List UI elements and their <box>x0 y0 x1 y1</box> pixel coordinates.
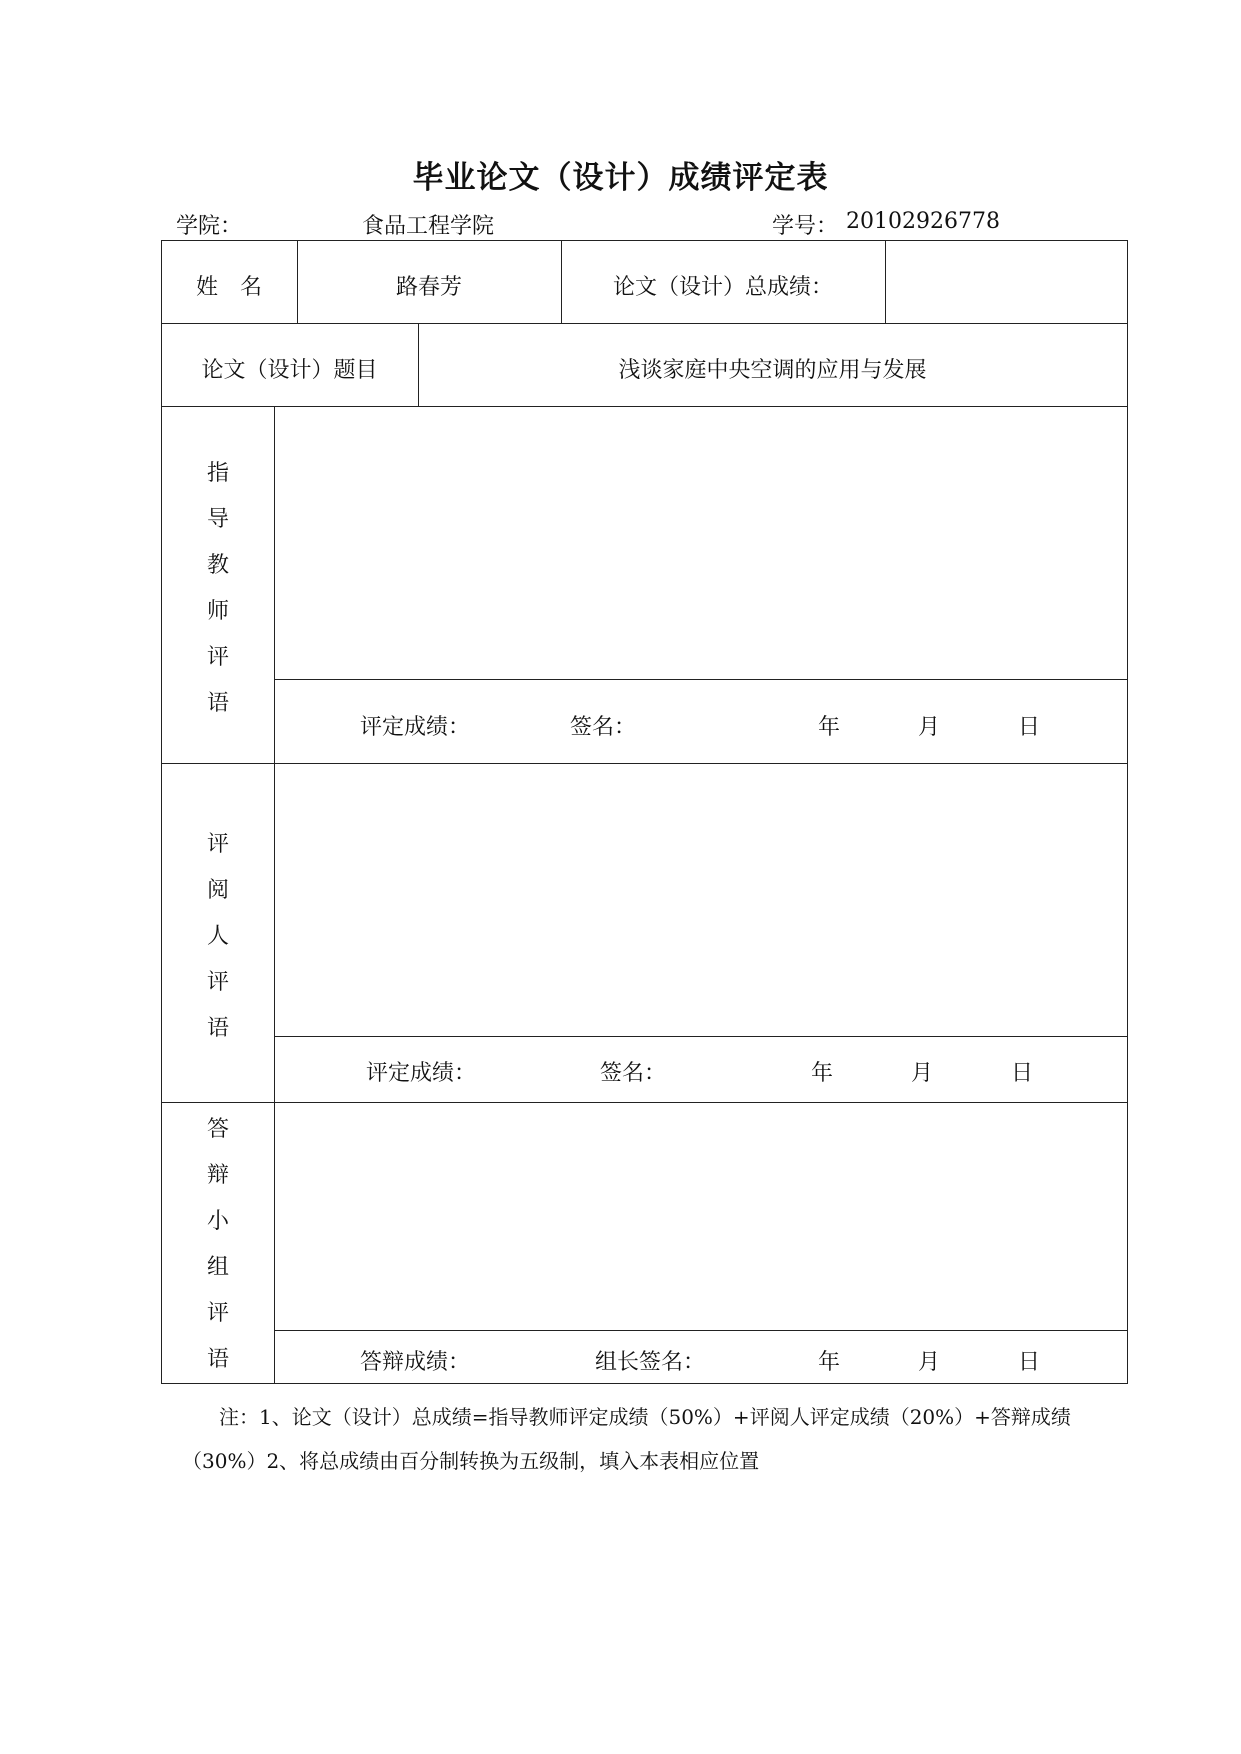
advisor-comment-area[interactable] <box>275 407 1127 679</box>
name-label: 姓 名 <box>195 275 262 300</box>
advisor-year: 年 <box>818 715 841 740</box>
advisor-sign-label: 签名： <box>570 715 637 740</box>
total-score-label: 论文（设计）总成绩： <box>612 275 833 300</box>
reviewer-sign-label: 签名： <box>600 1061 667 1086</box>
advisor-score-label: 评定成绩： <box>360 715 471 740</box>
reviewer-month: 月 <box>911 1061 934 1086</box>
college-value: 食品工程学院 <box>362 214 495 239</box>
name-value: 路春芳 <box>395 275 462 300</box>
topic-label: 论文（设计）题目 <box>201 358 378 383</box>
defense-score-label: 答辩成绩： <box>360 1350 471 1375</box>
advisor-day: 日 <box>1018 715 1041 740</box>
defense-section-label: 答 辩 小 组 评 语 <box>206 1117 229 1372</box>
defense-month: 月 <box>918 1350 941 1375</box>
college-label: 学院： <box>176 214 243 239</box>
footnote-line-1: 注：1、论文（设计）总成绩=指导教师评定成绩（50%）+评阅人评定成绩（20%）+答辩成绩 <box>219 1405 1071 1429</box>
advisor-section-label: 指 导 教 师 评 语 <box>206 461 229 716</box>
defense-day: 日 <box>1018 1350 1041 1375</box>
reviewer-section-label: 评 阅 人 评 语 <box>206 832 229 1041</box>
defense-sign-label: 组长签名： <box>595 1350 706 1375</box>
defense-year: 年 <box>818 1350 841 1375</box>
reviewer-score-label: 评定成绩： <box>366 1061 477 1086</box>
student-no-label: 学号： <box>772 214 839 239</box>
defense-comment-area[interactable] <box>275 1103 1127 1330</box>
reviewer-day: 日 <box>1011 1061 1034 1086</box>
footnote-line-2: （30%）2、将总成绩由百分制转换为五级制，填入本表相应位置 <box>182 1449 760 1473</box>
reviewer-year: 年 <box>811 1061 834 1086</box>
reviewer-comment-area[interactable] <box>275 764 1127 1036</box>
page-title: 毕业论文（设计）成绩评定表 <box>412 160 829 196</box>
advisor-month: 月 <box>918 715 941 740</box>
student-no-value: 20102926778 <box>846 209 1000 234</box>
topic-value: 浅谈家庭中央空调的应用与发展 <box>618 358 927 383</box>
